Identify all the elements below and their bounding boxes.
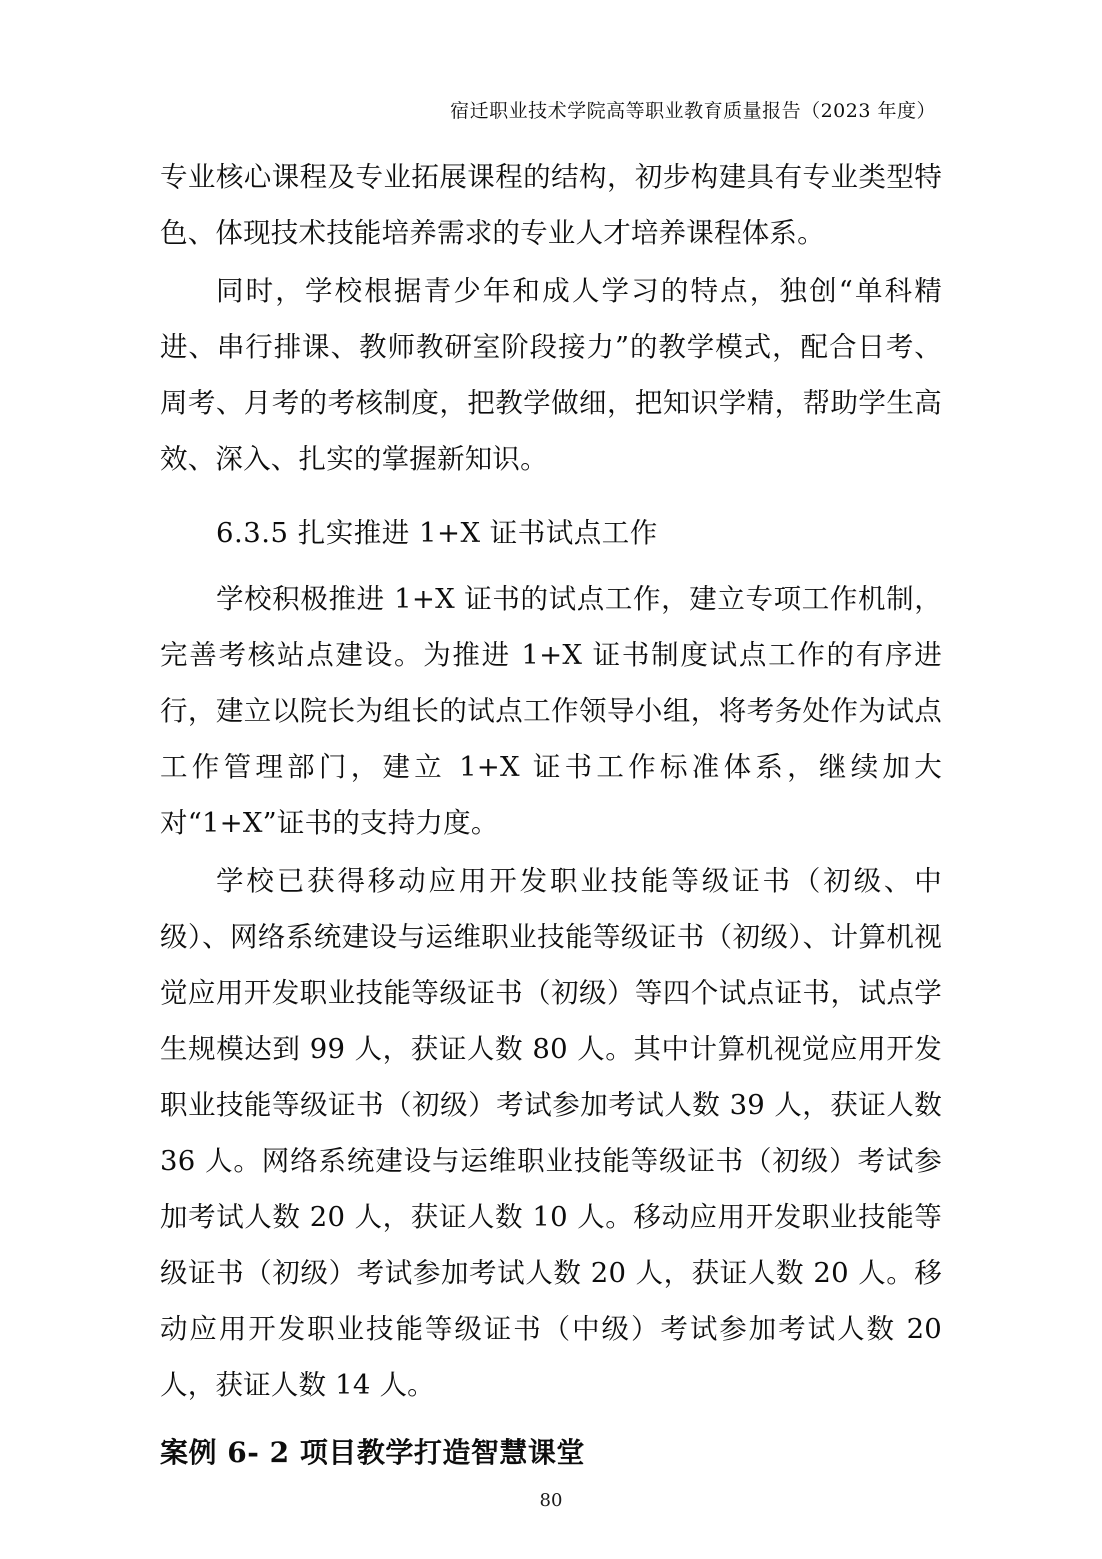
page-number: 80	[539, 1490, 563, 1511]
section-heading-6-3-5: 6.3.5 扎实推进 1+X 证书试点工作	[216, 517, 658, 549]
paragraph-continuation: 专业核心课程及专业拓展课程的结构，初步构建具有专业类型特色、体现技术技能培养需求的专业人才培养课程体系。	[160, 161, 942, 249]
paragraph-teaching-mode: 同时，学校根据青少年和成人学习的特点，独创“单科精进、串行排课、教师教研室阶段接力”的教学模式，配合日考、周考、月考的考核制度，把教学做细，把知识学精，帮助学生高效、深入、扎实的掌握新知识。	[160, 275, 942, 475]
paragraph-1x-pilot: 学校积极推进 1+X 证书的试点工作，建立专项工作机制，完善考核站点建设。为推进 1+X 证书制度试点工作的有序进行，建立以院长为组长的试点工作领导小组，将考务处作为试点工作管理部门，建立 1+X 证书工作标准体系，继续加大对“1+X”证书的支持力度。	[160, 583, 942, 839]
case-heading-6-2: 案例 6- 2 项目教学打造智慧课堂	[160, 1436, 585, 1469]
page-header: 宿迁职业技术学院高等职业教育质量报告（2023 年度）	[450, 100, 936, 122]
paragraph-certificate-stats: 学校已获得移动应用开发职业技能等级证书（初级、中级）、网络系统建设与运维职业技能等级证书（初级）、计算机视觉应用开发职业技能等级证书（初级）等四个试点证书，试点学生规模达到 99 人，获证人数 80 人。其中计算机视觉应用开发职业技能等级证书（初级）考试参加考试人数 39 人，获证人数 36 人。网络系统建设与运维职业技能等级证书（初级）考试参加考试人数 20 人，获证人数 10 人。移动应用开发职业技能等级证书（初级）考试参加考试人数 20 人，获证人数 20 人。移动应用开发职业技能等级证书（中级）考试参加考试人数 20 人，获证人数 14 人。	[160, 865, 942, 1401]
